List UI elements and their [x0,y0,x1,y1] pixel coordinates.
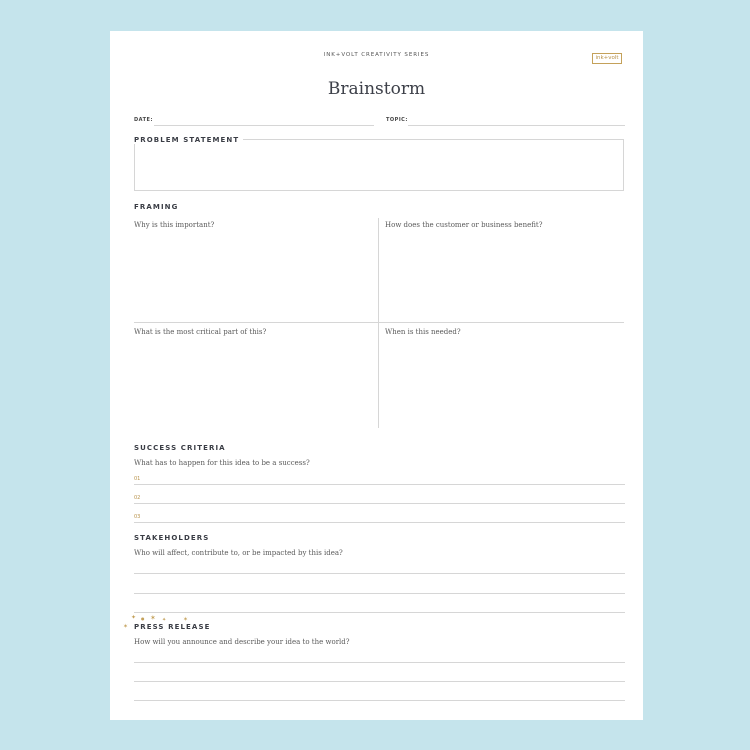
topic-label: TOPIC: [386,117,408,123]
framing-q2: How does the customer or business benefit? [385,221,543,229]
success-line-1[interactable] [134,484,625,485]
success-line-3[interactable] [134,522,625,523]
framing-vertical-divider [378,218,379,428]
date-label: DATE: [134,117,153,123]
stakeholders-heading: STAKEHOLDERS [134,534,210,542]
press-release-line-3[interactable] [134,700,625,701]
press-release-heading: PRESS RELEASE [134,623,211,631]
topic-line[interactable] [408,125,625,126]
confetti-icon: ● [141,616,145,621]
stakeholders-line-2[interactable] [134,593,625,594]
success-number-3: 03 [134,514,141,520]
success-line-2[interactable] [134,503,625,504]
brand-logo: ink+volt [592,53,622,64]
series-label: INK+VOLT CREATIVITY SERIES [323,52,430,58]
framing-horizontal-divider [134,322,624,323]
framing-q4: When is this needed? [385,328,461,336]
worksheet-page [110,31,643,720]
press-release-prompt: How will you announce and describe your idea to the world? [134,638,350,646]
success-number-2: 02 [134,495,141,501]
framing-heading: FRAMING [134,203,179,211]
confetti-icon: ✶ [123,623,129,630]
press-release-line-2[interactable] [134,681,625,682]
date-line[interactable] [154,125,374,126]
stakeholders-line-3[interactable] [134,612,625,613]
confetti-icon: ✶ [150,614,156,622]
confetti-icon: ✦ [162,617,167,623]
confetti-icon: ✶ [183,616,189,623]
success-criteria-prompt: What has to happen for this idea to be a success? [134,459,310,467]
problem-statement-heading: PROBLEM STATEMENT [134,136,243,144]
stakeholders-line-1[interactable] [134,573,625,574]
page-title: Brainstorm [327,79,426,99]
confetti-icon: ✦ [131,614,137,621]
success-criteria-heading: SUCCESS CRITERIA [134,444,226,452]
framing-q1: Why is this important? [134,221,215,229]
success-number-1: 01 [134,476,141,482]
framing-q3: What is the most critical part of this? [134,328,267,336]
problem-statement-box[interactable] [134,139,624,191]
stakeholders-prompt: Who will affect, contribute to, or be impacted by this idea? [134,549,343,557]
press-release-line-1[interactable] [134,662,625,663]
